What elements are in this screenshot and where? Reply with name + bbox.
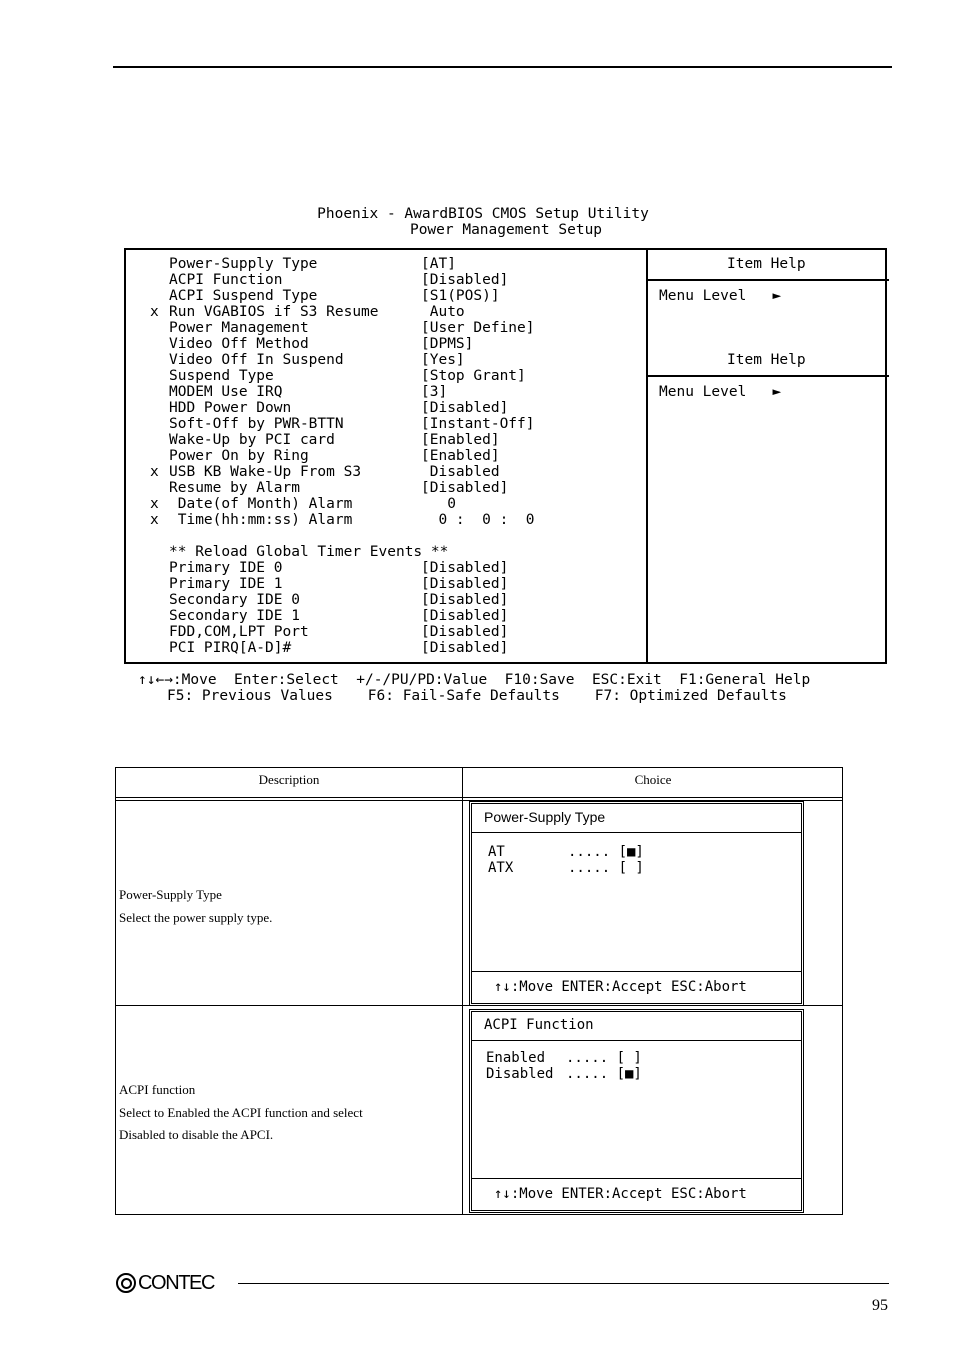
setting-label: Suspend Type — [169, 368, 274, 384]
setting-value[interactable]: [3] — [421, 384, 448, 400]
setting-label: Wake-Up by PCI card — [169, 432, 335, 448]
bios-setup-screenshot — [118, 200, 888, 710]
setting-value[interactable]: [Disabled] — [421, 576, 509, 592]
bios-key-legend-line1: ↑↓←→:Move Enter:Select +/-/PU/PD:Value F10:Save ESC:Exit F1:General Help — [138, 672, 811, 688]
setting-label: Resume by Alarm — [169, 480, 300, 496]
setting-label: Run VGABIOS if S3 Resume — [169, 304, 379, 320]
setting-label: Power Management — [169, 320, 309, 336]
setting-value[interactable]: 0 — [421, 496, 456, 512]
setting-value[interactable]: Auto — [421, 304, 465, 320]
settings-table — [115, 767, 843, 1215]
setting-label: Video Off In Suspend — [169, 352, 344, 368]
setting-value[interactable]: [Disabled] — [421, 560, 509, 576]
setting-label: Secondary IDE 0 — [169, 592, 300, 608]
setting-value[interactable]: [Disabled] — [421, 400, 509, 416]
dialog-separator — [472, 971, 801, 972]
setting-name: Power-Supply Type — [119, 887, 222, 902]
setting-label: Soft-Off by PWR-BTTN — [169, 416, 344, 432]
disabled-mark: x — [150, 304, 159, 320]
disabled-mark: x — [150, 512, 159, 528]
setting-label: FDD,COM,LPT Port — [169, 624, 309, 640]
setting-label: Video Off Method — [169, 336, 309, 352]
dialog-option-disabled[interactable] — [486, 1066, 642, 1082]
bios-help-divider — [646, 250, 648, 662]
choice-dialog-power-supply — [469, 801, 804, 1006]
dialog-key-legend: ↑↓:Move ENTER:Accept ESC:Abort — [494, 1186, 747, 1202]
menu-level-text: Menu Level ► — [659, 288, 782, 304]
contec-logo-mark-icon — [116, 1273, 136, 1293]
setting-value[interactable]: [S1(POS)] — [421, 288, 500, 304]
setting-value[interactable]: [Yes] — [421, 352, 465, 368]
bios-key-legend-line2: F5: Previous Values F6: Fail-Safe Defaults F7: Optimized Defaults — [167, 688, 787, 704]
setting-description: Select to Enabled the ACPI function and select — [119, 1104, 363, 1120]
setting-label: HDD Power Down — [169, 400, 292, 416]
option-label: Enabled — [486, 1050, 546, 1066]
column-header-description: Description — [258, 772, 320, 787]
setting-value[interactable]: [Enabled] — [421, 448, 500, 464]
setting-label: PCI PIRQ[A-D]# — [169, 640, 292, 656]
setting-label: MODEM Use IRQ — [169, 384, 283, 400]
contec-logo — [116, 1271, 214, 1295]
setting-label: Date(of Month) Alarm — [169, 496, 353, 512]
brand-name: CONTEC — [138, 1271, 215, 1294]
setting-label: Power-Supply Type — [169, 256, 318, 272]
option-label: AT — [488, 844, 505, 860]
setting-description: Disabled to disable the APCI. — [119, 1127, 274, 1142]
setting-label: ACPI Function — [169, 272, 283, 288]
setting-label: Primary IDE 1 — [169, 576, 283, 592]
setting-value[interactable]: [Disabled] — [421, 480, 509, 496]
option-state: ..... [ ] — [566, 1050, 642, 1066]
help-separator — [648, 375, 889, 377]
option-state: ..... [■] — [566, 1066, 642, 1082]
setting-name: ACPI function — [119, 1082, 196, 1097]
item-help-heading: Item Help — [727, 352, 806, 368]
setting-value[interactable]: [Enabled] — [421, 432, 500, 448]
setting-label: ACPI Suspend Type — [169, 288, 318, 304]
setting-value[interactable]: [User Define] — [421, 320, 535, 336]
help-separator — [648, 279, 889, 281]
dialog-separator — [472, 1178, 801, 1179]
setting-label: Time(hh:mm:ss) Alarm — [169, 512, 353, 528]
dialog-separator — [472, 832, 801, 833]
setting-label: Power On by Ring — [169, 448, 309, 464]
setting-value[interactable]: [Disabled] — [421, 624, 509, 640]
disabled-mark: x — [150, 496, 159, 512]
menu-level-text: Menu Level ► — [659, 384, 782, 400]
bios-subtitle: Power Management Setup — [409, 222, 603, 238]
setting-description: Select the power supply type. — [119, 909, 273, 925]
footer-rule — [238, 1283, 889, 1284]
option-label: Disabled — [486, 1066, 554, 1082]
disabled-mark: x — [150, 464, 159, 480]
option-label: ATX — [488, 860, 514, 876]
dialog-option-atx[interactable] — [488, 860, 644, 876]
dialog-option-at[interactable] — [488, 844, 644, 860]
dialog-option-enabled[interactable] — [486, 1050, 642, 1066]
setting-label: ** Reload Global Timer Events ** — [169, 544, 449, 560]
setting-value[interactable]: Disabled — [421, 464, 500, 480]
header-rule — [113, 66, 892, 68]
dialog-title: Power-Supply Type — [484, 809, 606, 825]
column-header-choice: Choice — [634, 772, 672, 787]
table-row-description — [119, 884, 459, 929]
page-number: 95 — [872, 1297, 888, 1314]
table-column-divider — [462, 768, 463, 1214]
dialog-title: ACPI Function — [484, 1017, 594, 1033]
setting-label: USB KB Wake-Up From S3 — [169, 464, 362, 480]
setting-value[interactable]: [Stop Grant] — [421, 368, 526, 384]
dialog-key-legend: ↑↓:Move ENTER:Accept ESC:Abort — [494, 979, 747, 995]
setting-value[interactable]: 0 : 0 : 0 — [421, 512, 535, 528]
bios-frame — [124, 248, 887, 664]
setting-label: Primary IDE 0 — [169, 560, 283, 576]
setting-value[interactable]: [Disabled] — [421, 640, 509, 656]
setting-value[interactable]: [DPMS] — [421, 336, 474, 352]
option-state: ..... [ ] — [568, 860, 644, 876]
setting-value[interactable]: [Instant-Off] — [421, 416, 535, 432]
setting-value[interactable]: [AT] — [421, 256, 456, 272]
choice-dialog-acpi — [469, 1009, 804, 1213]
option-state: ..... [■] — [568, 844, 644, 860]
bios-title: Phoenix - AwardBIOS CMOS Setup Utility — [317, 206, 649, 222]
setting-value[interactable]: [Disabled] — [421, 608, 509, 624]
table-row-description — [119, 1079, 459, 1147]
setting-value[interactable]: [Disabled] — [421, 272, 509, 288]
setting-value[interactable]: [Disabled] — [421, 592, 509, 608]
dialog-separator — [472, 1040, 801, 1041]
setting-label: Secondary IDE 1 — [169, 608, 300, 624]
item-help-heading: Item Help — [727, 256, 806, 272]
table-rule — [116, 797, 842, 798]
